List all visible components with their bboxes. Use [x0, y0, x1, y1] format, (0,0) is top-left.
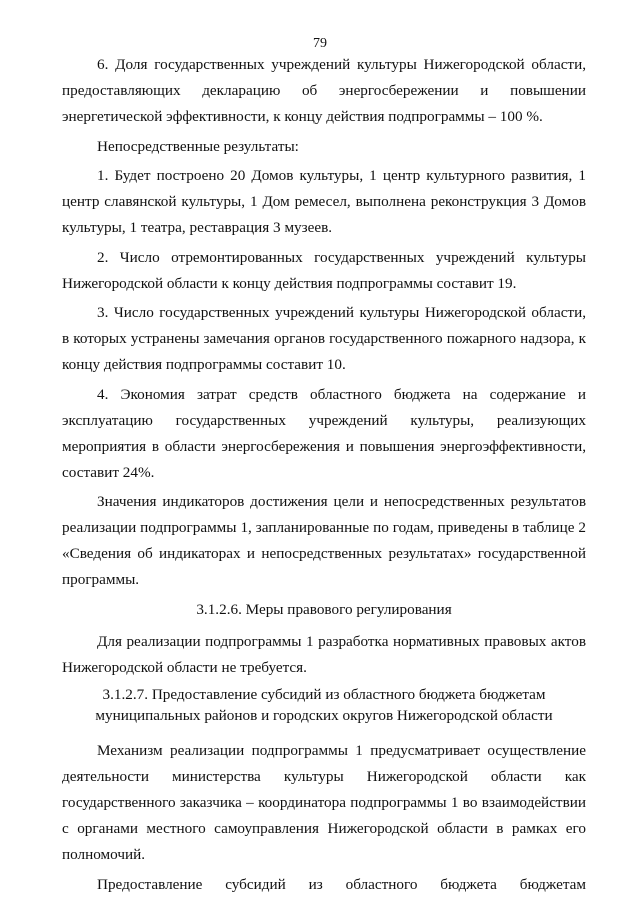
- paragraph-mechanism: Механизм реализации подпрограммы 1 предусматривает осуществление деятельности министерства культуры Нижегородской области как государственного заказчика – координатора подпрограммы 1 во взаимодействии с органами местного самоуправления Нижегородской области в рамках его полномочий.: [62, 742, 586, 863]
- section-heading-legal-regulation: 3.1.2.6. Меры правового регулирования: [196, 600, 452, 618]
- paragraph-result-2: 2. Число отремонтированных государственных учреждений культуры Нижегородской области к концу действия подпрограммы составит 19.: [62, 248, 586, 292]
- paragraph-legal-acts: Для реализации подпрограммы 1 разработка нормативных правовых актов Нижегородской области не требуется.: [62, 632, 586, 676]
- paragraph-direct-results-heading: Непосредственные результаты:: [97, 137, 299, 155]
- paragraph-indicator-values: Значения индикаторов достижения цели и непосредственных результатов реализации подпрограммы 1, запланированные по годам, приведены в таблице 2 «Сведения об индикаторах и непосредственных результатах» государственной программы.: [62, 493, 586, 588]
- section-heading-subsidies-line-2: муниципальных районов и городских округов Нижегородской области: [95, 707, 553, 724]
- document-body: [62, 52, 586, 901]
- paragraph-subsidies-start: Предоставление субсидий из областного бюджета бюджетам: [97, 875, 586, 893]
- section-heading-subsidies-line-1: 3.1.2.7. Предоставление субсидий из областного бюджета бюджетам: [102, 686, 546, 703]
- section-heading-subsidies: [62, 684, 586, 726]
- page-number: 79: [313, 36, 327, 51]
- paragraph-result-1: 1. Будет построено 20 Домов культуры, 1 центр культурного развития, 1 центр славянской культуры, 1 Дом ремесел, выполнена реконструкция 3 Домов культуры, 1 театра, реставрация 3 музеев.: [62, 167, 586, 236]
- paragraph-result-4: 4. Экономия затрат средств областного бюджета на содержание и эксплуатацию государственных учреждений культуры, реализующих мероприятия в области энергосбережения и повышения энергоэффективности, составит 24%.: [62, 385, 586, 481]
- paragraph-indicator-6: 6. Доля государственных учреждений культуры Нижегородской области, предоставляющих декларацию об энергосбережении и повышении энергетической эффективности, к концу действия подпрограммы – 100 %.: [62, 56, 586, 125]
- paragraph-result-3: 3. Число государственных учреждений культуры Нижегородской области, в которых устранены замечания органов государственного пожарного надзора, к концу действия подпрограммы составит 10.: [62, 304, 586, 373]
